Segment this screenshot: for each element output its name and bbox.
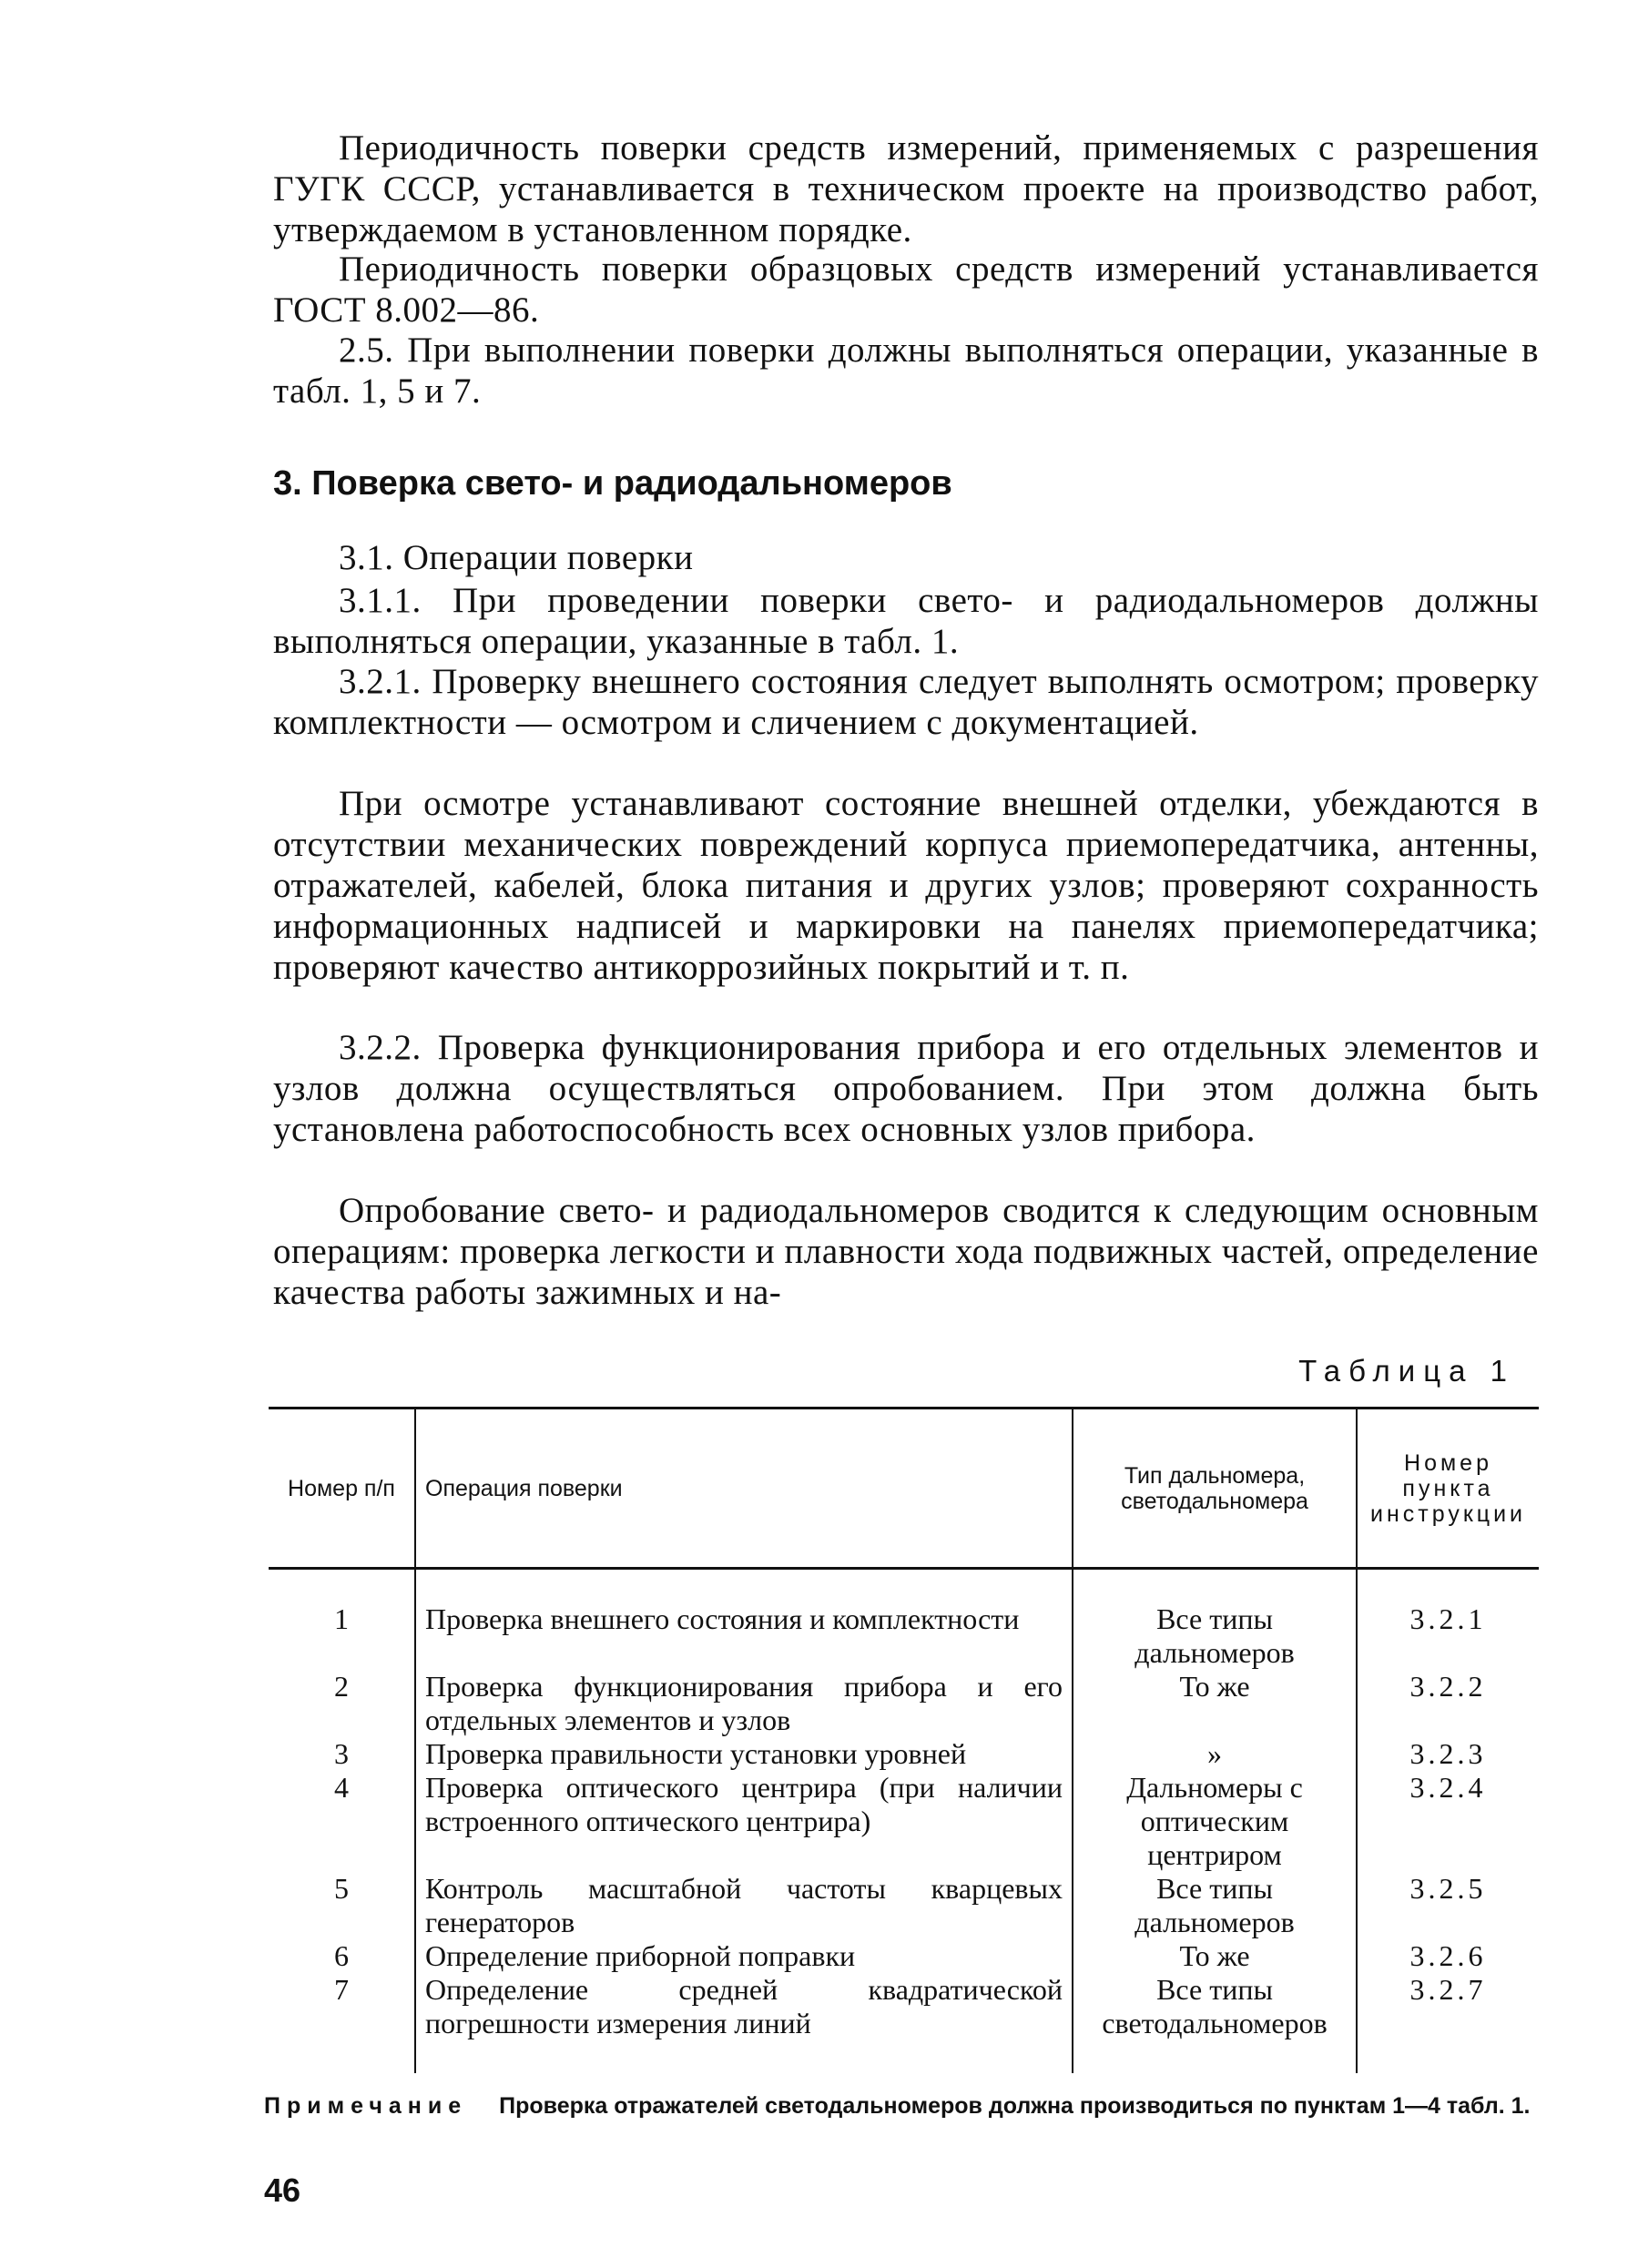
- section-heading: 3. Поверка свето- и радиодальномеров: [273, 464, 952, 503]
- cell-type: Все типы дальномеров: [1073, 1872, 1357, 1939]
- cell-item: 3.2.2: [1409, 1670, 1487, 1703]
- cell-number: 3: [269, 1737, 415, 1771]
- cell-number: 5: [269, 1872, 415, 1939]
- header-instruction-item: Номер пункта инструкции: [1357, 1409, 1539, 1569]
- cell-operation: Проверка оптического центрира (при наличии встроенного оптического центрира): [415, 1771, 1073, 1872]
- table-header-row: [269, 1409, 1539, 1569]
- table-note: [264, 2092, 1539, 2120]
- paragraph-reference-instruments: Периодичность поверки образцовых средств измерений устанавливается ГОСТ 8.002—86.: [273, 249, 1539, 330]
- cell-item: 3.2.6: [1409, 1939, 1487, 1972]
- table-row: [269, 1670, 1539, 1737]
- table-row: [269, 1973, 1539, 2073]
- note-text: Проверка отражателей светодальномеров должна производиться по пунктам 1—4 табл. 1.: [499, 2093, 1531, 2119]
- cell-number: 1: [269, 1569, 415, 1671]
- cell-operation: Проверка функционирования прибора и его отдельных элементов и узлов: [415, 1670, 1073, 1737]
- header-number: Номер п/п: [269, 1409, 415, 1569]
- paragraph-2-5: 2.5. При выполнении поверки должны выполняться операции, указанные в табл. 1, 5 и 7.: [273, 331, 1539, 411]
- table-row: [269, 1771, 1539, 1872]
- cell-number: 7: [269, 1973, 415, 2073]
- cell-number: 2: [269, 1670, 415, 1737]
- table-row: [269, 1569, 1539, 1671]
- cell-number: 4: [269, 1771, 415, 1872]
- paragraph-3-2-2: 3.2.2. Проверка функционирования прибора и его отдельных элементов и узлов должна осуществляться опробованием. При этом должна быть установлена работоспособность всех основных узлов прибора.: [273, 1028, 1539, 1149]
- paragraph-verification-period: Периодичность поверки средств измерений, применяемых с разрешения ГУГК СССР, устанавливается в техническом проекте на производство работ, утверждаемом в установленном порядке.: [273, 128, 1539, 249]
- cell-item: 3.2.3: [1409, 1737, 1487, 1770]
- cell-item: 3.2.7: [1409, 1973, 1487, 2006]
- paragraph-3-2-1: 3.2.1. Проверку внешнего состояния следует выполнять осмотром; проверку комплектности — осмотром и сличением с документацией.: [273, 662, 1539, 742]
- cell-operation: Контроль масштабной частоты кварцевых генераторов: [415, 1872, 1073, 1939]
- paragraph-inspection: При осмотре устанавливают состояние внешней отделки, убеждаются в отсутствии механических повреждений корпуса приемопередатчика, антенны, отражателей, кабелей, блока питания и других узлов; проверяют сохранность информационных надписей и маркировки на панелях приемопередатчика; проверяют качество антикоррозийных покрытий и т. п.: [273, 784, 1539, 987]
- cell-type: То же: [1073, 1939, 1357, 1973]
- cell-operation: Проверка правильности установки уровней: [415, 1737, 1073, 1771]
- paragraph-3-1: 3.1. Операции поверки: [339, 538, 694, 577]
- cell-type: Все типы дальномеров: [1073, 1569, 1357, 1671]
- cell-item: 3.2.4: [1409, 1771, 1487, 1804]
- table-row: [269, 1872, 1539, 1939]
- note-label: Примечание: [264, 2093, 468, 2119]
- cell-item: 3.2.1: [1409, 1602, 1487, 1635]
- cell-number: 6: [269, 1939, 415, 1973]
- verification-operations-table: [269, 1407, 1539, 2073]
- paragraph-testing: Опробование свето- и радиодальномеров сводится к следующим основным операциям: проверка легкости и плавности хода подвижных частей, определение качества работы зажимных и на-: [273, 1191, 1539, 1312]
- cell-type: Все типы светодальномеров: [1073, 1973, 1357, 2073]
- table-row: [269, 1737, 1539, 1771]
- table-caption: Таблица 1: [1298, 1354, 1515, 1388]
- cell-type: Дальномеры с оптическим центриром: [1073, 1771, 1357, 1872]
- cell-operation: Проверка внешнего состояния и комплектности: [415, 1569, 1073, 1671]
- cell-item: 3.2.5: [1409, 1872, 1487, 1905]
- header-rangefinder-type: Тип дальномера, светодальномера: [1073, 1409, 1357, 1569]
- paragraph-3-1-1: 3.1.1. При проведении поверки свето- и радиодальномеров должны выполняться операции, указанные в табл. 1.: [273, 581, 1539, 661]
- cell-type: То же: [1073, 1670, 1357, 1737]
- table-row: [269, 1939, 1539, 1973]
- cell-operation: Определение приборной поправки: [415, 1939, 1073, 1973]
- header-operation: Операция поверки: [415, 1409, 1073, 1569]
- cell-operation: Определение средней квадратической погрешности измерения линий: [415, 1973, 1073, 2073]
- cell-type: »: [1073, 1737, 1357, 1771]
- page-number: 46: [264, 2171, 301, 2209]
